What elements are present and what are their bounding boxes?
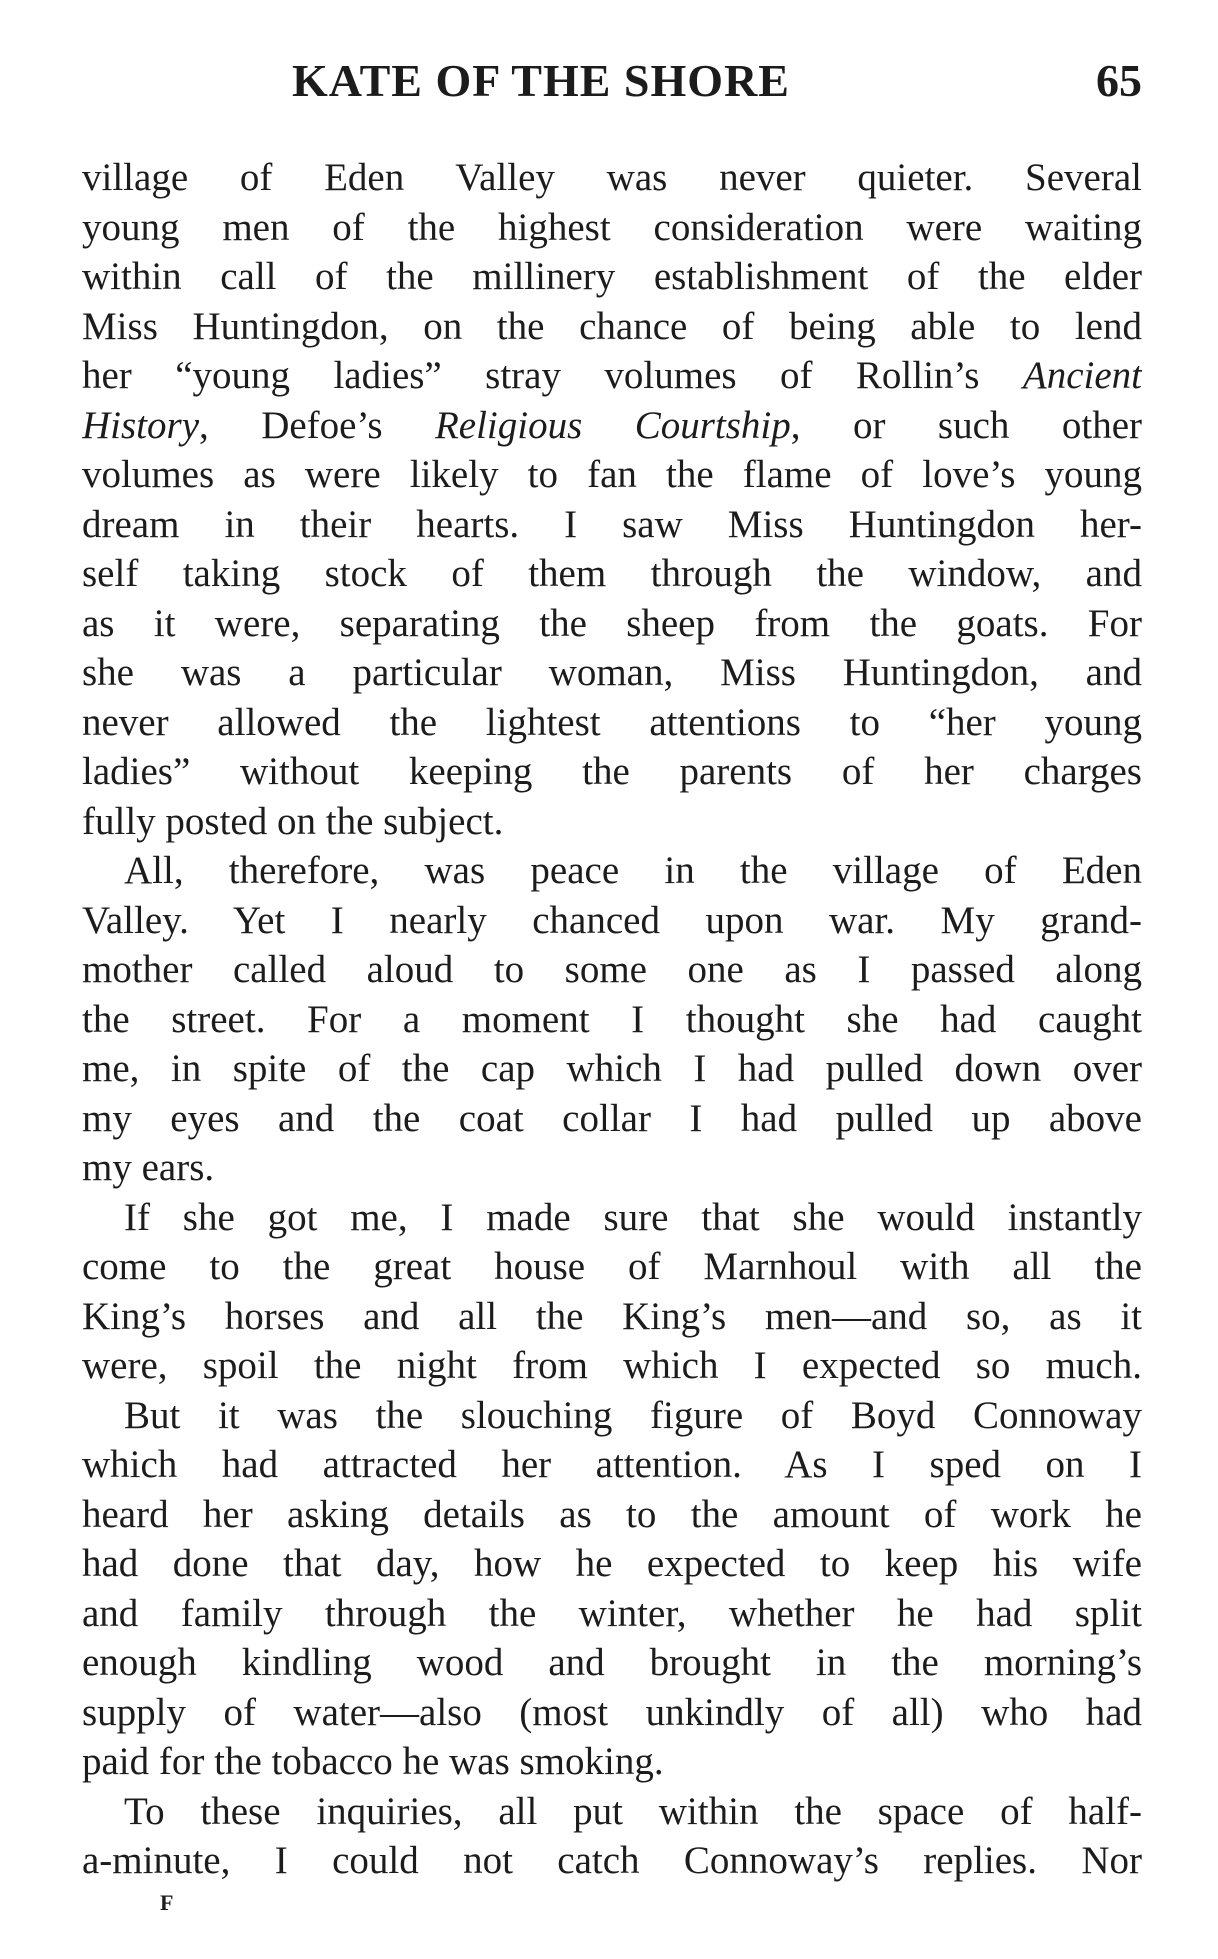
text-span: her “young ladies” stray volumes of Rollin’s — [82, 354, 1023, 397]
text-span: had done that day, how he expected to keep his wife — [82, 1542, 1142, 1585]
text-span: were, spoil the night from which I expected so much. — [82, 1344, 1142, 1387]
text-span: , or such other — [790, 403, 1142, 447]
text-line — [82, 1143, 1142, 1193]
text-line — [82, 203, 1142, 253]
text-span: never allowed the lightest attentions to “her young — [82, 700, 1142, 744]
text-span: as it were, separating the sheep from the goats. For — [82, 601, 1142, 645]
text-span: come to the great house of Marnhoul with all the — [82, 1245, 1142, 1288]
running-head — [82, 54, 1142, 114]
text-line — [82, 747, 1142, 797]
text-line — [82, 698, 1142, 748]
signature-mark: F — [160, 1890, 175, 1915]
text-line — [82, 599, 1142, 649]
text-span: my eyes and the coat collar I had pulled up above — [82, 1096, 1142, 1140]
text-line — [82, 648, 1142, 698]
text-line — [82, 797, 1142, 847]
text-span: she was a particular woman, Miss Huntingdon, and — [82, 651, 1142, 694]
running-title: KATE OF THE SHORE — [292, 55, 790, 106]
text-span: , Defoe’s — [199, 403, 435, 447]
text-span: King’s horses and all the King’s men—and so, as it — [82, 1294, 1142, 1338]
text-span: heard her asking details as to the amount of work he — [82, 1492, 1142, 1536]
text-line — [82, 401, 1142, 451]
text-span: To these inquiries, all put within the space of half- — [124, 1789, 1142, 1833]
text-span: ladies” without keeping the parents of her charges — [82, 750, 1142, 793]
text-span: If she got me, I made sure that she would instantly — [124, 1195, 1142, 1239]
text-line — [82, 500, 1142, 550]
text-span: my ears. — [82, 1146, 215, 1189]
text-line — [82, 1539, 1142, 1589]
body-text — [82, 153, 1142, 1886]
italic-title: Religious Courtship — [434, 403, 791, 447]
text-line — [82, 1094, 1142, 1144]
text-span: dream in their hearts. I saw Miss Huntingdon her- — [82, 502, 1142, 546]
text-span: Valley. Yet I nearly chanced upon war. My grand- — [82, 898, 1142, 942]
text-line — [82, 1193, 1142, 1243]
text-line — [82, 1737, 1142, 1787]
text-line — [82, 450, 1142, 500]
text-line — [82, 1242, 1142, 1292]
text-span: All, therefore, was peace in the village of Eden — [124, 849, 1142, 892]
text-span: supply of water—also (most unkindly of all) who had — [82, 1690, 1142, 1734]
text-span: a-minute, I could not catch Connoway’s replies. Nor — [82, 1839, 1142, 1882]
text-span: Miss Huntingdon, on the chance of being able to lend — [82, 304, 1142, 348]
text-span: village of Eden Valley was never quieter. Several — [82, 156, 1142, 199]
text-span: young men of the highest consideration were waiting — [82, 205, 1142, 249]
text-line — [82, 1490, 1142, 1540]
italic-title: Ancient — [1022, 354, 1142, 397]
text-span: the street. For a moment I thought she had caught — [82, 997, 1142, 1041]
text-line — [82, 896, 1142, 946]
text-line — [82, 252, 1142, 302]
text-span: enough kindling wood and brought in the morning’s — [82, 1641, 1142, 1684]
text-span: which had attracted her attention. As I sped on I — [82, 1443, 1142, 1486]
text-line — [82, 1292, 1142, 1342]
italic-title: History — [82, 403, 199, 447]
text-line — [82, 1787, 1142, 1837]
text-line — [82, 549, 1142, 599]
text-line — [82, 1836, 1142, 1886]
text-span: and family through the winter, whether he had split — [82, 1591, 1142, 1635]
text-line — [82, 945, 1142, 995]
page-number: 65 — [1096, 55, 1142, 106]
text-span: volumes as were likely to fan the flame of love’s young — [82, 453, 1142, 496]
text-span: fully posted on the subject. — [82, 799, 504, 843]
text-line — [82, 1341, 1142, 1391]
text-span: paid for the tobacco he was smoking. — [82, 1740, 664, 1783]
text-line — [82, 1391, 1142, 1441]
text-line — [82, 1440, 1142, 1490]
text-line — [82, 1638, 1142, 1688]
text-span: within call of the millinery establishment of the elder — [82, 255, 1142, 298]
text-line — [82, 1589, 1142, 1639]
text-line — [82, 351, 1142, 401]
text-span: mother called aloud to some one as I passed along — [82, 948, 1142, 991]
text-line — [82, 302, 1142, 352]
text-line — [82, 1688, 1142, 1738]
text-line — [82, 153, 1142, 203]
text-span: self taking stock of them through the window, and — [82, 552, 1142, 595]
text-span: me, in spite of the cap which I had pulled down over — [82, 1047, 1142, 1090]
text-span: But it was the slouching figure of Boyd Connoway — [124, 1393, 1142, 1437]
text-line — [82, 995, 1142, 1045]
text-line — [82, 846, 1142, 896]
text-line — [82, 1044, 1142, 1094]
